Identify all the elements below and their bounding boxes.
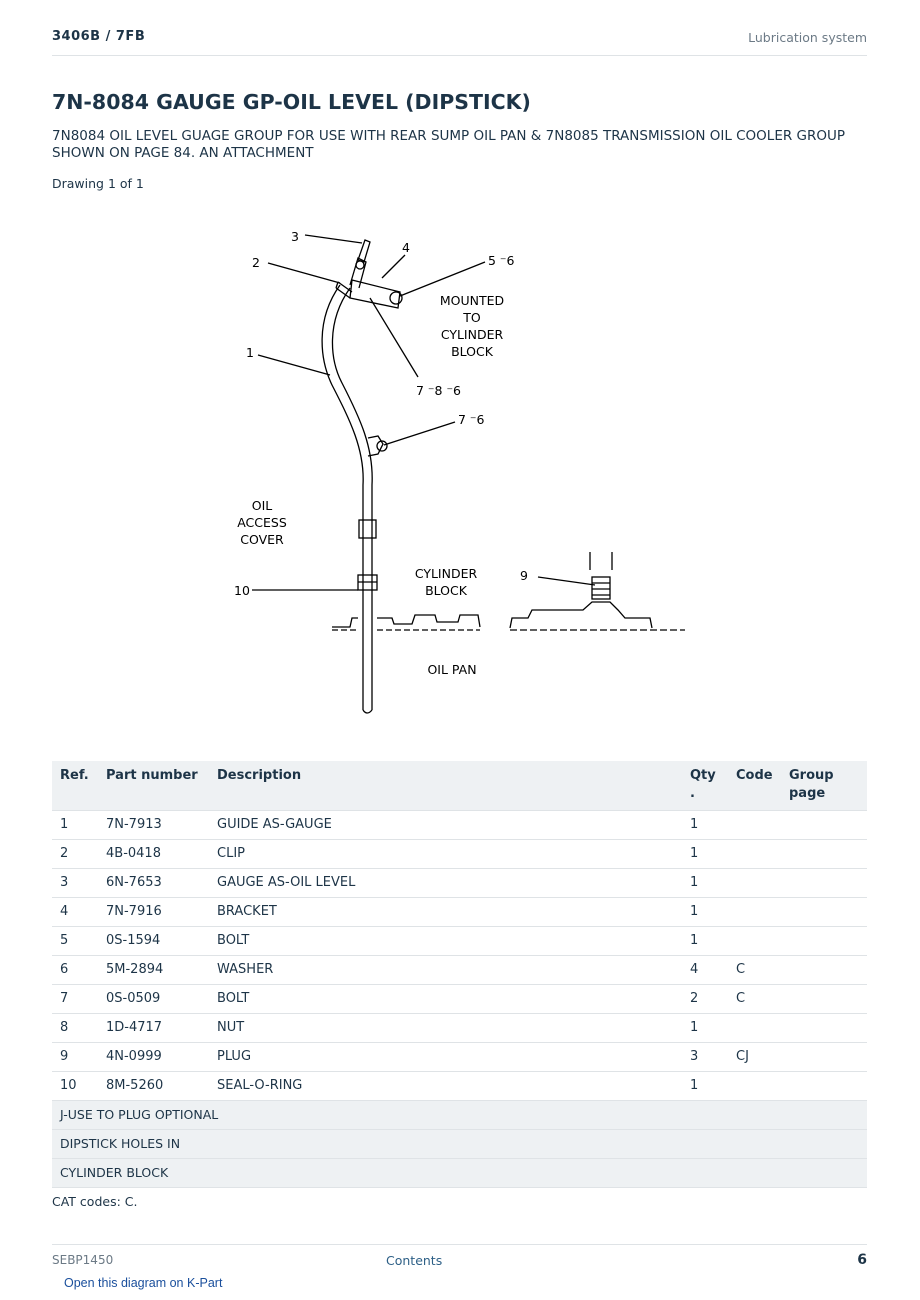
table-row [52, 1072, 867, 1101]
table-note-row [52, 1130, 867, 1159]
cell-part: 6N-7653 [98, 869, 209, 898]
cell-desc: GUIDE AS-GAUGE [209, 811, 682, 840]
parts-table [52, 761, 867, 1188]
cell-group [781, 1072, 867, 1101]
cell-desc: CLIP [209, 840, 682, 869]
table-row [52, 927, 867, 956]
cell-code: C [728, 956, 781, 985]
col-qty [682, 761, 728, 811]
table-row [52, 869, 867, 898]
cell-desc: PLUG [209, 1043, 682, 1072]
cell-qty: 1 [682, 1072, 728, 1101]
label-cylinder-block-2: BLOCK [425, 583, 467, 598]
plug-detail [510, 602, 652, 628]
table-note-row [52, 1101, 867, 1130]
page-number: 6 [857, 1252, 867, 1268]
table-row [52, 956, 867, 985]
cell-desc: GAUGE AS-OIL LEVEL [209, 869, 682, 898]
table-row [52, 1014, 867, 1043]
cell-qty: 1 [682, 1014, 728, 1043]
table-note: J-USE TO PLUG OPTIONAL [52, 1101, 867, 1130]
cell-code: C [728, 985, 781, 1014]
cell-ref: 8 [52, 1014, 98, 1043]
cell-qty: 1 [682, 840, 728, 869]
col-qty-line2: . [690, 786, 695, 801]
cell-ref: 6 [52, 956, 98, 985]
table-row [52, 840, 867, 869]
table-note: DIPSTICK HOLES IN [52, 1130, 867, 1159]
label-mounted: MOUNTED [439, 293, 505, 308]
table-header-row [52, 761, 867, 811]
col-group-page [781, 761, 867, 811]
callout-10: 10 [234, 583, 250, 598]
cell-ref: 5 [52, 927, 98, 956]
col-part-number: Part number [98, 761, 209, 811]
cell-part: 0S-1594 [98, 927, 209, 956]
callout-3: 3 [291, 229, 299, 244]
table-row [52, 985, 867, 1014]
table-row [52, 1043, 867, 1072]
cell-qty: 1 [682, 927, 728, 956]
header-divider [52, 55, 867, 56]
bracket-bolt [390, 292, 402, 304]
callout-2: 2 [252, 255, 260, 270]
label-access: ACCESS [237, 515, 287, 530]
cell-desc: BOLT [209, 927, 682, 956]
cell-desc: BRACKET [209, 898, 682, 927]
cell-part: 1D-4717 [98, 1014, 209, 1043]
callout-7-6: 7 ⁻6 [458, 412, 485, 427]
col-group-line2: page [789, 786, 826, 801]
label-oil-pan: OIL PAN [427, 662, 477, 677]
cell-ref: 2 [52, 840, 98, 869]
cell-code: CJ [728, 1043, 781, 1072]
cell-qty: 4 [682, 956, 728, 985]
col-group-line1: Group [789, 768, 834, 783]
cell-part: 8M-5260 [98, 1072, 209, 1101]
col-qty-line1: Qty [690, 768, 716, 783]
header-section: Lubrication system [748, 30, 867, 45]
label-block: BLOCK [451, 344, 493, 359]
cell-desc: WASHER [209, 956, 682, 985]
plug-body [592, 577, 610, 599]
cell-group [781, 985, 867, 1014]
cell-ref: 3 [52, 869, 98, 898]
cell-code [728, 811, 781, 840]
cell-part: 7N-7916 [98, 898, 209, 927]
contents-link[interactable]: Contents [386, 1253, 443, 1268]
callout-7-8-6: 7 ⁻8 ⁻6 [416, 383, 462, 398]
label-cover: COVER [240, 532, 284, 547]
table-row [52, 811, 867, 840]
callout-4: 4 [402, 240, 410, 255]
cell-part: 4B-0418 [98, 840, 209, 869]
cell-part: 4N-0999 [98, 1043, 209, 1072]
table-row [52, 898, 867, 927]
label-oil: OIL [251, 498, 273, 513]
cell-group [781, 1043, 867, 1072]
col-description: Description [209, 761, 682, 811]
label-cylinder: CYLINDER [440, 327, 504, 342]
cell-part: 7N-7913 [98, 811, 209, 840]
cell-desc: NUT [209, 1014, 682, 1043]
cell-group [781, 1014, 867, 1043]
footer-divider [52, 1244, 867, 1245]
callout-5-6: 5 ⁻6 [488, 253, 515, 268]
cell-ref: 1 [52, 811, 98, 840]
cell-group [781, 811, 867, 840]
col-code: Code [728, 761, 781, 811]
table-note-row [52, 1159, 867, 1188]
cell-qty: 2 [682, 985, 728, 1014]
joint-sleeve [359, 520, 376, 538]
page-title: 7N-8084 GAUGE GP-OIL LEVEL (DIPSTICK) [52, 90, 531, 114]
guide-tube [322, 285, 363, 710]
cell-code [728, 1072, 781, 1101]
cell-desc: SEAL-O-RING [209, 1072, 682, 1101]
cylinder-block-edge [332, 615, 480, 627]
cell-part: 5M-2894 [98, 956, 209, 985]
cell-qty: 1 [682, 811, 728, 840]
cell-code [728, 898, 781, 927]
tube-end [363, 710, 372, 713]
drawing-label: Drawing 1 of 1 [52, 176, 144, 191]
label-cylinder-block-1: CYLINDER [414, 566, 478, 581]
cell-desc: BOLT [209, 985, 682, 1014]
cell-group [781, 956, 867, 985]
kpart-link[interactable]: Open this diagram on K-Part [64, 1276, 223, 1290]
footer-doc-id: SEBP1450 [52, 1253, 114, 1267]
cell-group [781, 869, 867, 898]
cell-code [728, 840, 781, 869]
cell-qty: 3 [682, 1043, 728, 1072]
callout-9: 9 [520, 568, 528, 583]
cell-group [781, 927, 867, 956]
cell-code [728, 869, 781, 898]
cell-ref: 4 [52, 898, 98, 927]
cell-code [728, 1014, 781, 1043]
parts-diagram [200, 210, 720, 730]
cell-ref: 7 [52, 985, 98, 1014]
cat-codes: CAT codes: C. [52, 1194, 138, 1209]
page-description: 7N8084 OIL LEVEL GUAGE GROUP FOR USE WITH REAR SUMP OIL PAN & 7N8085 TRANSMISSION OIL COOLER GROUP SHOWN ON PAGE 84. AN ATTACHMENT [52, 128, 846, 161]
label-to: TO [463, 310, 481, 325]
bracket [350, 280, 400, 308]
cell-ref: 9 [52, 1043, 98, 1072]
cell-ref: 10 [52, 1072, 98, 1101]
cell-qty: 1 [682, 869, 728, 898]
cell-group [781, 898, 867, 927]
cell-part: 0S-0509 [98, 985, 209, 1014]
guide-tube-inner [332, 288, 372, 710]
cell-code [728, 927, 781, 956]
cell-qty: 1 [682, 898, 728, 927]
cell-group [781, 840, 867, 869]
table-note: CYLINDER BLOCK [52, 1159, 867, 1188]
callout-1: 1 [246, 345, 254, 360]
col-ref: Ref. [52, 761, 98, 811]
header-model: 3406B / 7FB [52, 29, 146, 44]
